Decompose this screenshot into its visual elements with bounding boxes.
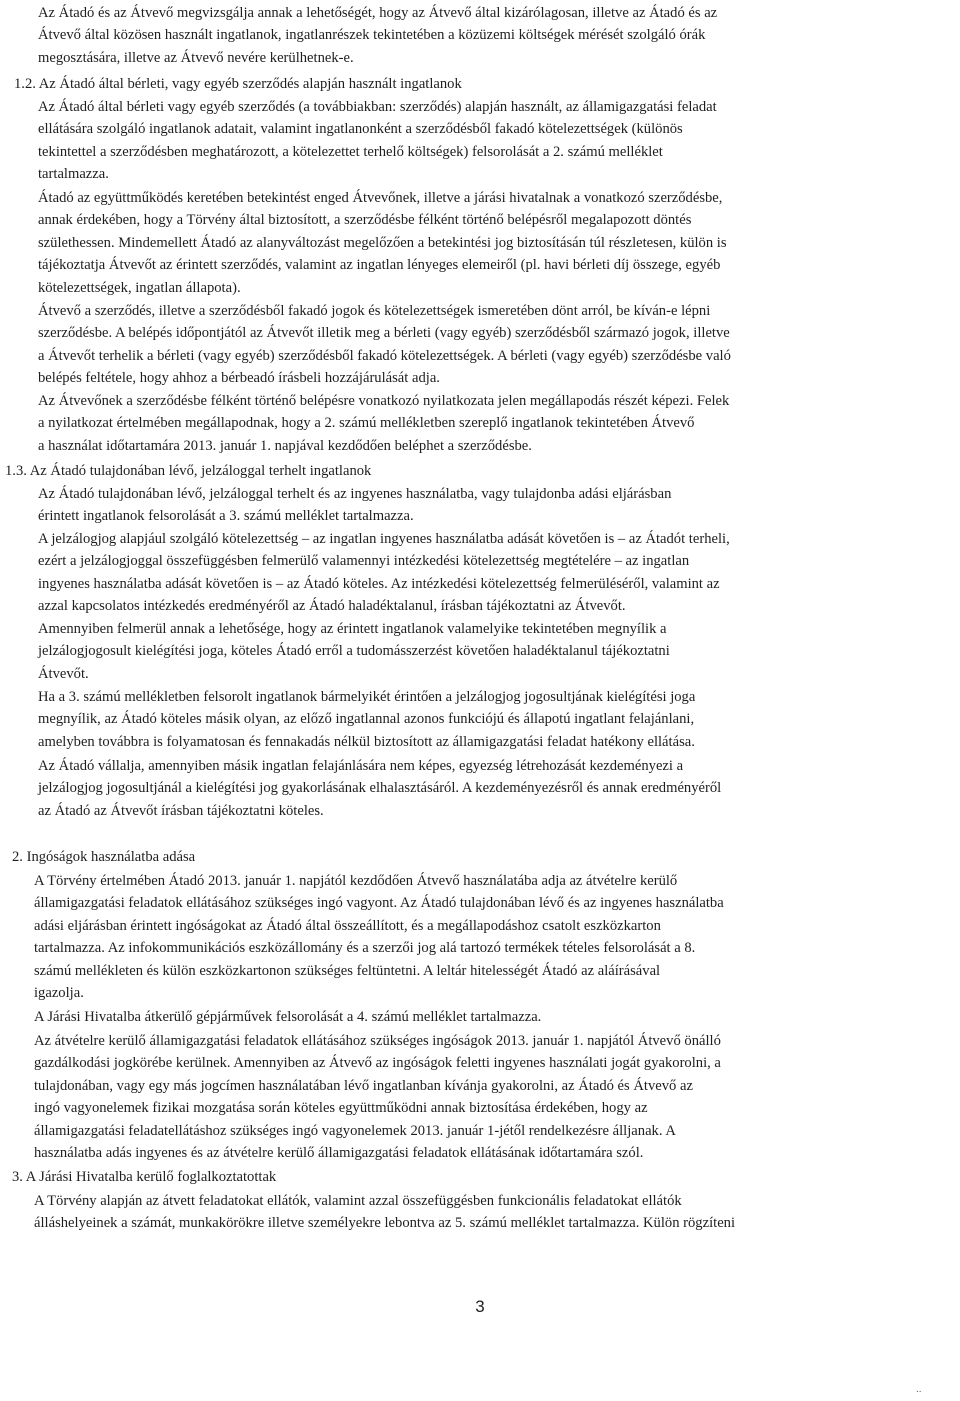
page-number: 3 [475,1297,485,1316]
section-heading-3: 3. A Járási Hivatalba kerülő foglalkoztatottak [12,1169,277,1185]
text-line: érintett ingatlanok felsorolását a 3. számú melléklet tartalmazza. [38,508,414,525]
section-1-2-paragraph [0,390,960,457]
text-line: Az Átadó által bérleti vagy egyéb szerződés (a továbbiakban: szerződés) alapján használt, az államigazgatási feladat [38,99,717,115]
text-line: Az Átadó és az Átvevő megvizsgálja annak a lehetőségét, hogy az Átvevő által kizárólagosan, illetve az Átadó és az [38,5,718,21]
section-3-paragraph [0,1190,960,1235]
text-line: ingyenes használatba adását követően is – az Átadó köteles. Az intézkedési kötelezettség felmerüléséről, valamint az [38,575,720,592]
text-line: A Járási Hivatalba átkerülő gépjárművek felsorolását a 4. számú melléklet tartalmazza. [34,1009,542,1025]
text-line: A Törvény alapján az átvett feladatokat ellátók, valamint azzal összefüggésben funkcionális feladatokat ellátók [34,1193,682,1209]
corner-mark: .. [916,1384,922,1395]
text-line: a Átvevőt terhelik a bérleti (vagy egyéb) szerződésből fakadó kötelezettségek. A bérleti (vagy egyéb) szerződésbe való [38,347,731,364]
text-line: belépés feltétele, hogy ahhoz a bérbeadó írásbeli hozzájárulását adja. [38,370,440,387]
text-line: tájékoztatja Átvevőt az érintett szerződés, valamint az ingatlan lényeges elemeiről (pl. havi bérleti díj összege, egyéb [38,257,721,274]
text-line: megosztására, illetve az Átvevő nevére kerülhetnek-e. [38,49,354,66]
text-line: Az Átadó vállalja, amennyiben másik ingatlan felajánlására nem képes, egyezség létrehozását kezdeményezi a [38,758,684,774]
section-1-3-paragraph [0,686,960,753]
text-line: Átvevőt. [38,665,89,682]
section-1-3-paragraph [0,528,960,618]
text-line: megnyílik, az Átadó köteles másik olyan, az előző ingatlannal azonos funkciójú és állapotú ingatlant felajánlani, [38,711,695,728]
text-line: a használat időtartamára 2013. január 1. napjával kezdődően beléphet a szerződésbe. [38,437,532,454]
section-1-2-paragraph [0,96,960,186]
text-line: A jelzálogjog alapjául szolgáló kötelezettség – az ingatlan ingyenes használatba adását követően is – az Átadót terheli, [38,531,730,547]
text-line: igazolja. [34,985,84,1002]
text-line: szerződésbe. A belépés időpontjától az Átvevőt illetik meg a bérleti (vagy egyéb) szerződésből származó jogok, illetve [38,325,730,342]
section-heading-1-3: 1.3. Az Átadó tulajdonában lévő, jelzáloggal terhelt ingatlanok [5,463,372,479]
text-line: azzal kapcsolatos intézkedés eredményéről az Átadó haladéktalanul, írásban tájékoztatni az Átvevőt. [38,598,626,615]
text-line: kötelezettségek, ingatlan állapota). [38,279,241,296]
text-line: Ha a 3. számú mellékletben felsorolt ingatlanok bármelyikét érintően a jelzálogjog jogosultjának kielégítési joga [38,689,696,705]
text-line: amelyben továbbra is folyamatosan és fennakadás nélkül biztosított az államigazgatási feladat hatékony ellátása. [38,733,695,750]
text-line: államigazgatási feladatok ellátásához szükséges ingó vagyont. Az Átadó tulajdonában lévő és az ingyenes használatba [34,895,724,912]
intro-paragraph [0,2,960,69]
section-heading-2: 2. Ingóságok használatba adása [12,849,196,865]
section-1-2-paragraph [0,187,960,299]
text-line: álláshelyeinek a számát, munkakörökre illetve személyekre lebontva az 5. számú melléklet tartalmazza. Külön rögzíteni [34,1215,736,1232]
text-line: adási eljárásban érintett ingóságokat az Átadó által összeállított, és a megállapodáshoz csatolt eszközkarton [34,917,661,934]
text-line: annak érdekében, hogy a Törvény által biztosított, a szerződésbe félként történő belépésről megalapozott döntés [38,212,692,229]
text-line: számú mellékleten és külön eszközkartonon szükséges feltüntetni. A leltár hitelességét Átadó az aláírásával [34,962,661,979]
text-line: A Törvény értelmében Átadó 2013. január 1. napjától kezdődően Átvevő használatába adja az átvételre kerülő [34,873,678,889]
text-line: tartalmazza. Az infokommunikációs eszközállomány és a szerzői jog alá tartozó termékek tételes felsorolását a 8. [34,940,696,957]
text-line: az Átadó az Átvevőt írásban tájékoztatni köteles. [38,802,324,819]
text-line: tulajdonában, vagy egy más jogcímen használatában lévő ingatlanban kívánja gyakorolni, az Átadó és Átvevő az [34,1077,693,1094]
section-1-3-paragraph [0,755,960,822]
text-line: Az átvételre kerülő államigazgatási feladatok ellátásához szükséges ingóságok 2013. január 1. napjától Átvevő önálló [34,1033,721,1049]
text-line: Az Átvevőnek a szerződésbe félként történő belépésre vonatkozó nyilatkozata jelen megállapodás részét képezi. Felek [38,393,730,409]
text-line: születhessen. Mindemellett Átadó az alanyváltozást megelőzően a betekintési jog biztosításán túl részletesen, külön is [38,234,727,251]
text-line: ezért a jelzálogjoggal összefüggésben felmerülő valamennyi intézkedési kötelezettség megtételére – az ingatlan [38,553,690,570]
text-line: jelzálogjogosult kielégítési joga, köteles Átadó erről a tudomásszerzést követően haladéktalanul tájékoztatni [38,643,670,660]
section-2-paragraph [0,1006,960,1028]
text-line: tartalmazza. [38,166,109,183]
text-line: Átvevő a szerződés, illetve a szerződésből fakadó jogok és kötelezettségek ismeretében dönt arról, be kíván-e lépni [38,303,711,319]
text-line: tekintettel a szerződésben meghatározott, a kötelezettet terhelő költségek) felsorolását a 2. számú melléklet [38,143,663,160]
text-line: használatba adás ingyenes és az átvételre kerülő államigazgatási feladatok ellátásának időtartamára szól. [34,1145,644,1162]
text-line: gazdálkodási jogkörébe kerülnek. Amennyiben az Átvevő az ingóságok feletti ingyenes használati jogát gyakorolni, a [34,1055,721,1072]
section-2-paragraph [0,870,960,1004]
section-heading-1-2: 1.2. Az Átadó által bérleti, vagy egyéb szerződés alapján használt ingatlanok [14,76,462,92]
section-1-3-paragraph [0,618,960,685]
text-line: Átadó az együttműködés keretében betekintést enged Átvevőnek, illetve a járási hivatalnak a vonatkozó szerződésbe, [38,190,723,206]
text-line: a nyilatkozat értelmében megállapodnak, hogy a 2. számú mellékletben szereplő ingatlanok tekintetében Átvevő [38,415,695,432]
text-line: ellátására szolgáló ingatlanok adatait, valamint ingatlanonként a szerződésből fakadó kötelezettségek (különös [38,121,683,138]
section-1-3-paragraph [0,483,960,528]
text-line: Az Átadó tulajdonában lévő, jelzáloggal terhelt és az ingyenes használatba, vagy tulajdonba adási eljárásban [38,486,672,502]
text-line: Amennyiben felmerül annak a lehetősége, hogy az érintett ingatlanok valamelyike tekintetében megnyílik a [38,621,667,637]
text-line: jelzálogjog jogosultjánál a kielégítési jog gyakorlásának elhalasztásáról. A kezdeményezésről és annak eredményéről [38,780,722,797]
section-2-paragraph [0,1030,960,1164]
text-line: Átvevő által közösen használt ingatlanok, ingatlanrészek tekintetében a közüzemi költségek mérését szolgáló órák [38,27,706,44]
text-line: ingó vagyonelemek fizikai mozgatása során köteles együttműködni annak biztosítása érdekében, hogy az [34,1100,648,1117]
section-1-2-paragraph [0,300,960,390]
text-line: államigazgatási feladatellátáshoz szükséges ingó vagyonelemek 2013. január 1-jétől rendelkezésre álljanak. A [34,1122,676,1139]
